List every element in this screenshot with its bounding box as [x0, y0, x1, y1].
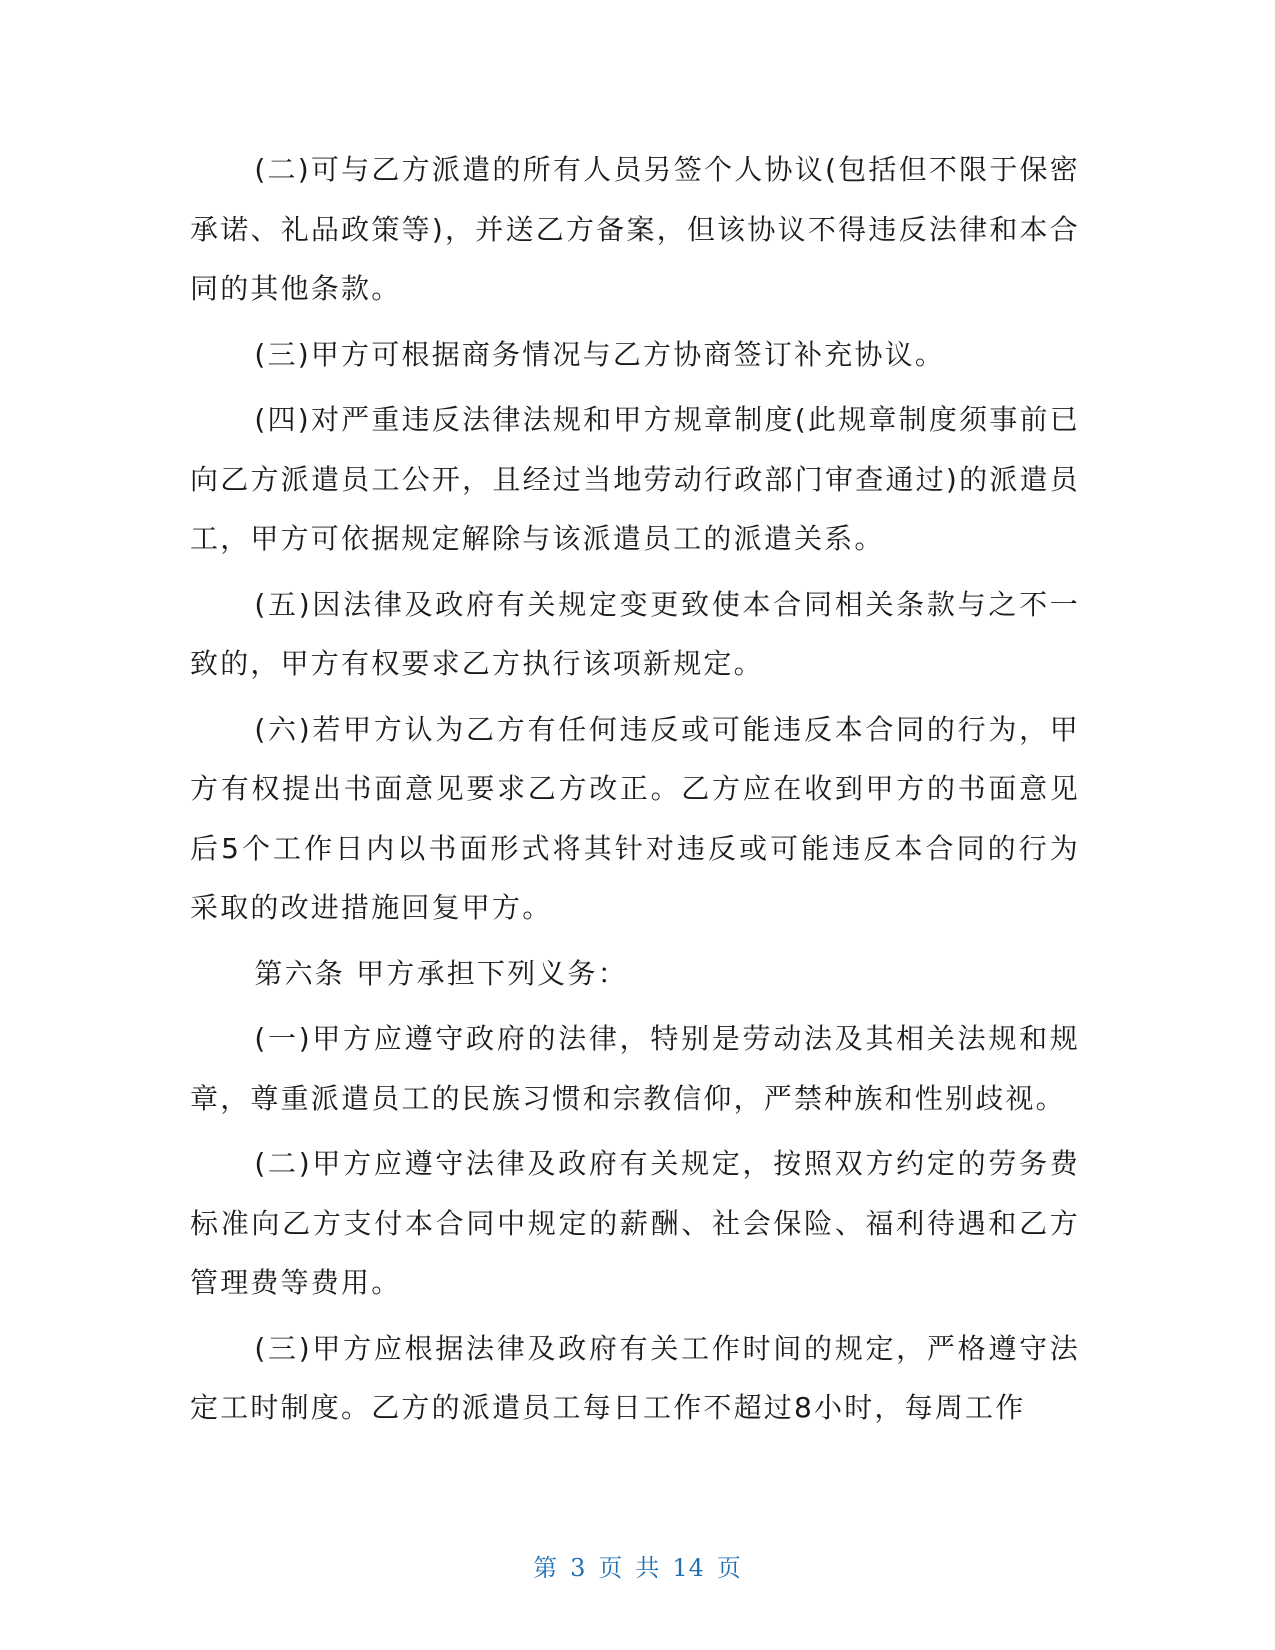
paragraph: (二)可与乙方派遣的所有人员另签个人协议(包括但不限于保密承诺、礼品政策等)，并送乙方备案，但该协议不得违反法律和本合同的其他条款。 [190, 153, 1080, 305]
paragraph: (一)甲方应遵守政府的法律，特别是劳动法及其相关法规和规章，尊重派遣员工的民族习惯和宗教信仰，严禁种族和性别歧视。 [190, 1022, 1080, 1115]
footer-prefix: 第 [533, 1554, 559, 1582]
page-footer [0, 1548, 1275, 1583]
document-body [190, 140, 1080, 1444]
article-heading: 第六条 甲方承担下列义务： [254, 956, 628, 990]
paragraph: (二)甲方应遵守法律及政府有关规定，按照双方约定的劳务费标准向乙方支付本合同中规定的薪酬、社会保险、福利待遇和乙方管理费等费用。 [190, 1147, 1080, 1299]
footer-suffix: 页 [716, 1554, 742, 1582]
paragraph: (三)甲方应根据法律及政府有关工作时间的规定，严格遵守法定工时制度。乙方的派遣员工每日工作不超过8小时，每周工作 [190, 1331, 1080, 1424]
total-pages-number: 14 [672, 1554, 705, 1582]
current-page-number: 3 [570, 1554, 587, 1582]
paragraph: (六)若甲方认为乙方有任何违反或可能违反本合同的行为，甲方有权提出书面意见要求乙方改正。乙方应在收到甲方的书面意见后5个工作日内以书面形式将其针对违反或可能违反本合同的行为采取的改进措施回复甲方。 [190, 712, 1080, 924]
paragraph: (三)甲方可根据商务情况与乙方协商签订补充协议。 [254, 337, 946, 371]
footer-total-word: 共 [635, 1554, 661, 1582]
paragraph: (五)因法律及政府有关规定变更致使本合同相关条款与之不一致的，甲方有权要求乙方执行该项新规定。 [190, 587, 1080, 680]
paragraph: (四)对严重违反法律法规和甲方规章制度(此规章制度须事前已向乙方派遣员工公开，且经过当地劳动行政部门审查通过)的派遣员工，甲方可依据规定解除与该派遣员工的派遣关系。 [190, 403, 1080, 555]
footer-page-word: 页 [598, 1554, 624, 1582]
